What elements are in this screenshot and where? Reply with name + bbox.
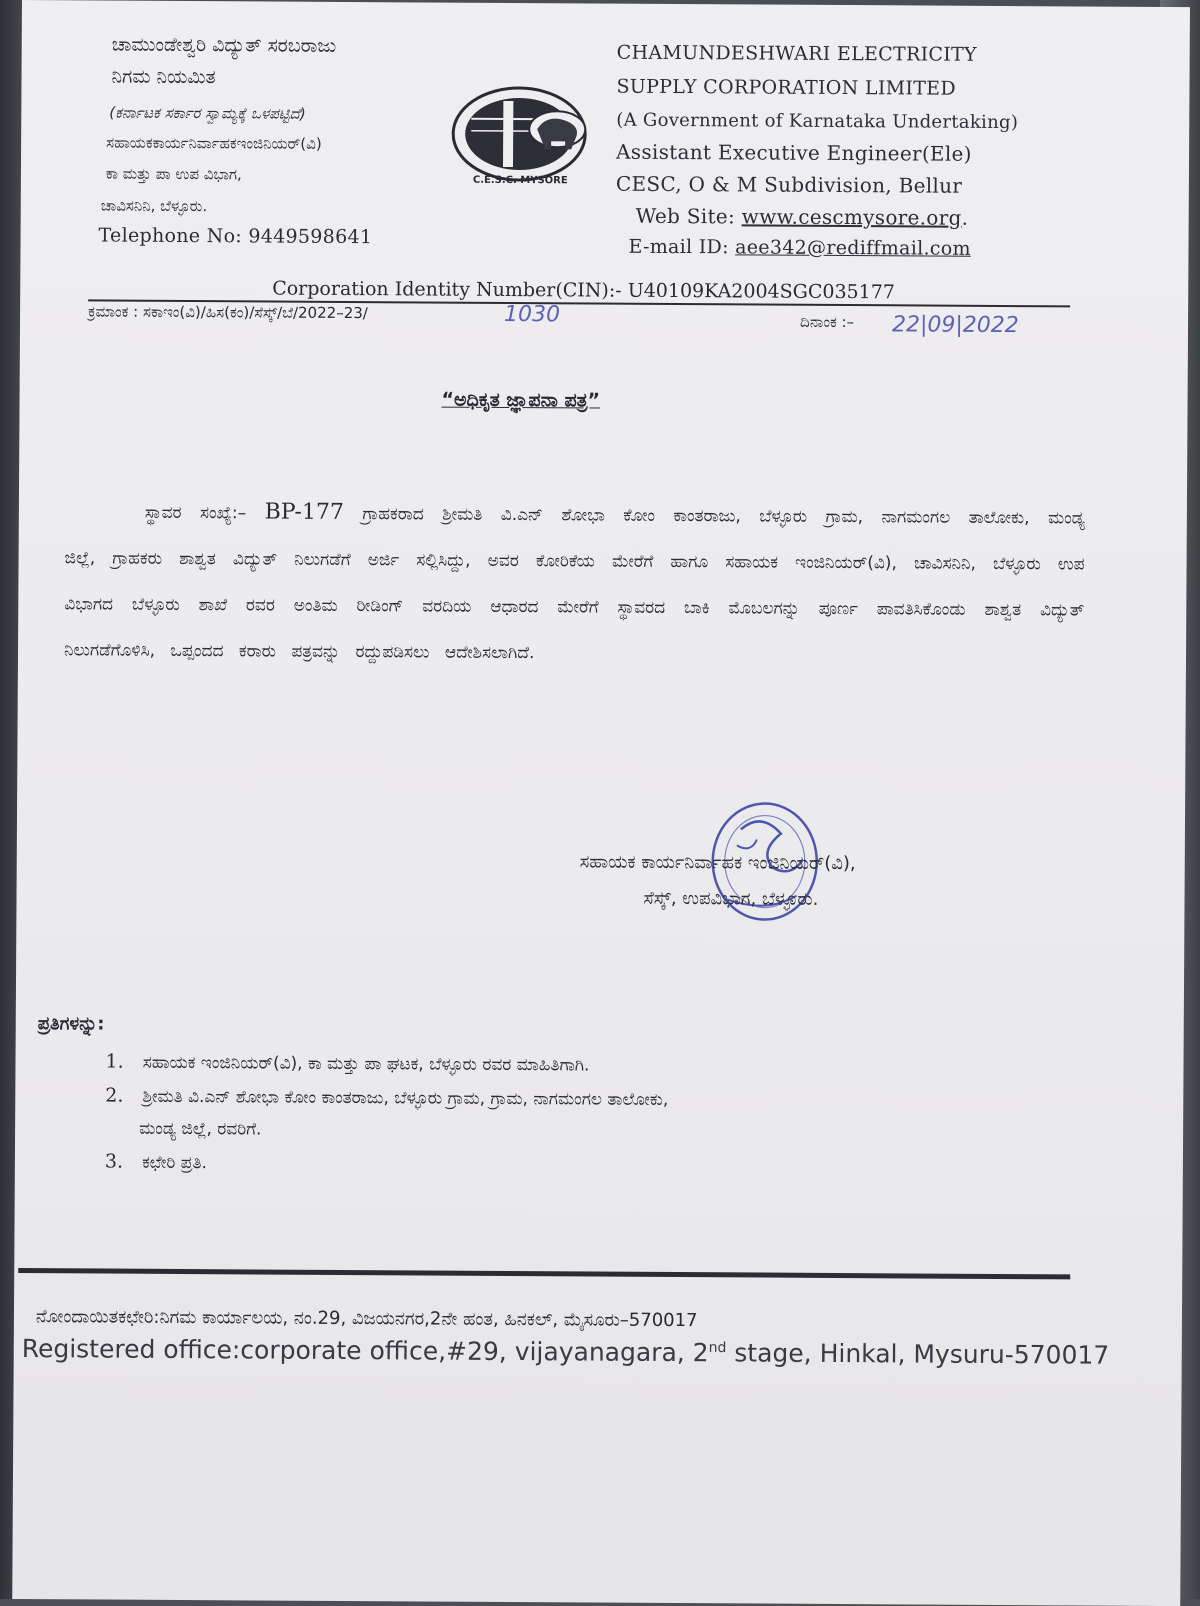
- copy-item: [105, 1151, 207, 1174]
- signature-office: ಸೆಸ್ಕ್, ಉಪವಿಭಾಗ, ಬೆಳ್ಳೂರು.: [643, 887, 819, 910]
- en-officer-title: Assistant Executive Engineer(Ele): [616, 139, 972, 166]
- website-line: [636, 204, 969, 230]
- signature-designation: ಸಹಾಯಕ ಕಾರ್ಯನಿರ್ವಾಹಕ ಇಂಜಿನಿಯರ್(ವಿ),: [579, 851, 856, 875]
- footer-divider: [18, 1268, 1070, 1279]
- telephone-number: Telephone No: 9449598641: [98, 224, 373, 249]
- copy-item-text-continued: ಮಂಡ್ಯ ಜಿಲ್ಲೆ, ರವರಿಗೆ.: [139, 1118, 262, 1140]
- email-line: [628, 236, 970, 260]
- cesc-logo: [451, 79, 622, 190]
- footer-address-part1: Registered office:corporate office,#29, vijayanagara, 2: [21, 1334, 709, 1368]
- body-paragraph: [64, 488, 1085, 679]
- memo-title: “ಅಧಿಕೃತ ಜ್ಞಾಪನಾ ಪತ್ರ”: [441, 388, 601, 412]
- copies-heading: ಪ್ರತಿಗಳನ್ನು:: [37, 1013, 105, 1035]
- copy-item-text: ಸಹಾಯಕ ಇಂಜಿನಿಯರ್(ವಿ), ಕಾ ಮತ್ತು ಪಾ ಘಟಕ, ಬೆಳ್ಳೂರು ರವರ ಮಾಹಿತಿಗಾಗಿ.: [142, 1052, 590, 1076]
- footer-english-address: [22, 1334, 1110, 1370]
- footer-address-part2: stage, Hinkal, Mysuru-570017: [726, 1338, 1110, 1370]
- footer-kannada-address: ನೋಂದಾಯಿತಕಛೇರಿ:ನಿಗಮ ಕಾರ್ಯಾಲಯ, ನಂ.29, ವಿಜಯನಗರ,2ನೇ ಹಂತ, ಹಿನಕಲ್, ಮೈಸೂರು–570017: [35, 1306, 698, 1332]
- kn-org-name-line2: ನಿಗಮ ನಿಯಮಿತ: [111, 65, 216, 89]
- reference-number-handwritten: 1030: [504, 301, 561, 328]
- reference-number-label: ಕ್ರಮಾಂಕ : ಸಕಾಇಂ(ವಿ)/ಹಿಸ(ಕಂ)/ಸೆಸ್ಕ್/ಬೆ/2022–23/: [88, 302, 368, 323]
- copy-item-number: 3.: [104, 1150, 124, 1173]
- kn-subdivision: ಕಾ ಮತ್ತು ಪಾ ಉಪ ವಿಭಾಗ,: [105, 164, 242, 184]
- copy-item: [105, 1085, 668, 1110]
- en-govt-undertaking: (A Government of Karnataka Undertaking): [616, 109, 1019, 134]
- en-org-name-line1: CHAMUNDESHWARI ELECTRICITY: [616, 41, 977, 66]
- email-link[interactable]: aee342@rediffmail.com: [735, 236, 971, 260]
- kn-officer-title: ಸಹಾಯಕಕಾರ್ಯನಿರ್ವಾಹಕಇಂಜಿನಿಯರ್(ವಿ): [106, 133, 322, 153]
- logo-caption: C.E.S.C. MYSORE: [472, 174, 568, 187]
- en-subdivision: CESC, O & M Subdivision, Bellur: [615, 171, 963, 198]
- kn-org-name-line1: ಚಾಮುಂಡೇಶ್ವರಿ ವಿದ್ಯುತ್ ಸರಬರಾಜು: [111, 33, 337, 57]
- letter-page: [12, 0, 1190, 1606]
- copy-item-text: ಶ್ರೀಮತಿ ವಿ.ಎನ್ ಶೋಭಾ ಕೋಂ ಕಾಂತರಾಜು, ಬೆಳ್ಳೂರು ಗ್ರಾಮ, ಗ್ರಾಮ, ನಾಗಮಂಗಲ ತಾಲೋಕು,: [142, 1086, 669, 1110]
- footer-address-sup: nd: [708, 1339, 727, 1356]
- email-label: E-mail ID:: [628, 235, 736, 259]
- website-link[interactable]: www.cescmysore.org: [741, 204, 962, 230]
- installation-label: ಸ್ಥಾವರ ಸಂಖ್ಯೆ:–: [144, 502, 247, 524]
- copy-item: [105, 1051, 589, 1076]
- body-text: ಗ್ರಾಹಕರಾದ ಶ್ರೀಮತಿ ವಿ.ಎನ್ ಶೋಭಾ ಕೋಂ ಕಾಂತರಾಜು, ಬೆಳ್ಳೂರು ಗ್ರಾಮ, ನಾಗಮಂಗಲ ತಾಲೋಕು, ಮಂಡ್ಯ ಜಿಲ್ಲೆ, ಗ್ರಾಹಕರು ಶಾಶ್ವತ ವಿದ್ಯುತ್ ನಿಲುಗಡೆಗೆ ಅರ್ಜಿ ಸಲ್ಲಿಸಿದ್ದು, ಅವರ ಕೋರಿಕೆಯ ಮೇರೆಗೆ ಹಾಗೂ ಸಹಾಯಕ ಇಂಜಿನಿಯರ್(ವಿ), ಚಾವಿಸನಿನಿ, ಬೆಳ್ಳೂರು ಉಪ ವಿಭಾಗದ ಬೆಳ್ಳೂರು ಶಾಖೆ ರವರ ಅಂತಿಮ ರೀಡಿಂಗ್ ವರದಿಯ ಆಧಾರದ ಮೇರೆಗೆ ಸ್ಥಾವರದ ಬಾಕಿ ಮೊಬಲಗನ್ನು ಪೂರ್ಣ ಪಾವತಿಸಿಕೊಂಡು ಶಾಶ್ವತ ವಿದ್ಯುತ್ ನಿಲುಗಡೆಗೊಳಿಸಿ, ಒಪ್ಪಂದದ ಕರಾರು ಪತ್ರವನ್ನು ರದ್ದುಪಡಿಸಲು ಆದೇಶಿಸಲಾಗಿದೆ.: [63, 504, 1085, 664]
- website-suffix: .: [961, 205, 969, 230]
- copy-item-text: ಕಛೇರಿ ಪ್ರತಿ.: [142, 1152, 207, 1174]
- kn-govt-undertaking: (ಕರ್ನಾಟಕ ಸರ್ಕಾರ ಸ್ವಾಮ್ಯಕ್ಕೆ ಒಳಪಟ್ಟಿದೆ): [109, 103, 306, 123]
- en-org-name-line2: SUPPLY CORPORATION LIMITED: [616, 75, 956, 100]
- date-label: ದಿನಾಂಕ :–: [799, 312, 855, 332]
- installation-id: BP-177: [264, 499, 344, 525]
- cin-number: Corporation Identity Number(CIN):- U40109KA2004SGC035177: [272, 277, 896, 304]
- kn-place: ಚಾವಿಸನಿನಿ, ಬೆಳ್ಳೂರು.: [100, 196, 208, 216]
- date-handwritten: 22|09|2022: [891, 312, 1019, 339]
- copy-item-number: 1.: [105, 1050, 124, 1073]
- copy-item-number: 2.: [105, 1084, 124, 1107]
- website-label: Web Site:: [635, 203, 742, 229]
